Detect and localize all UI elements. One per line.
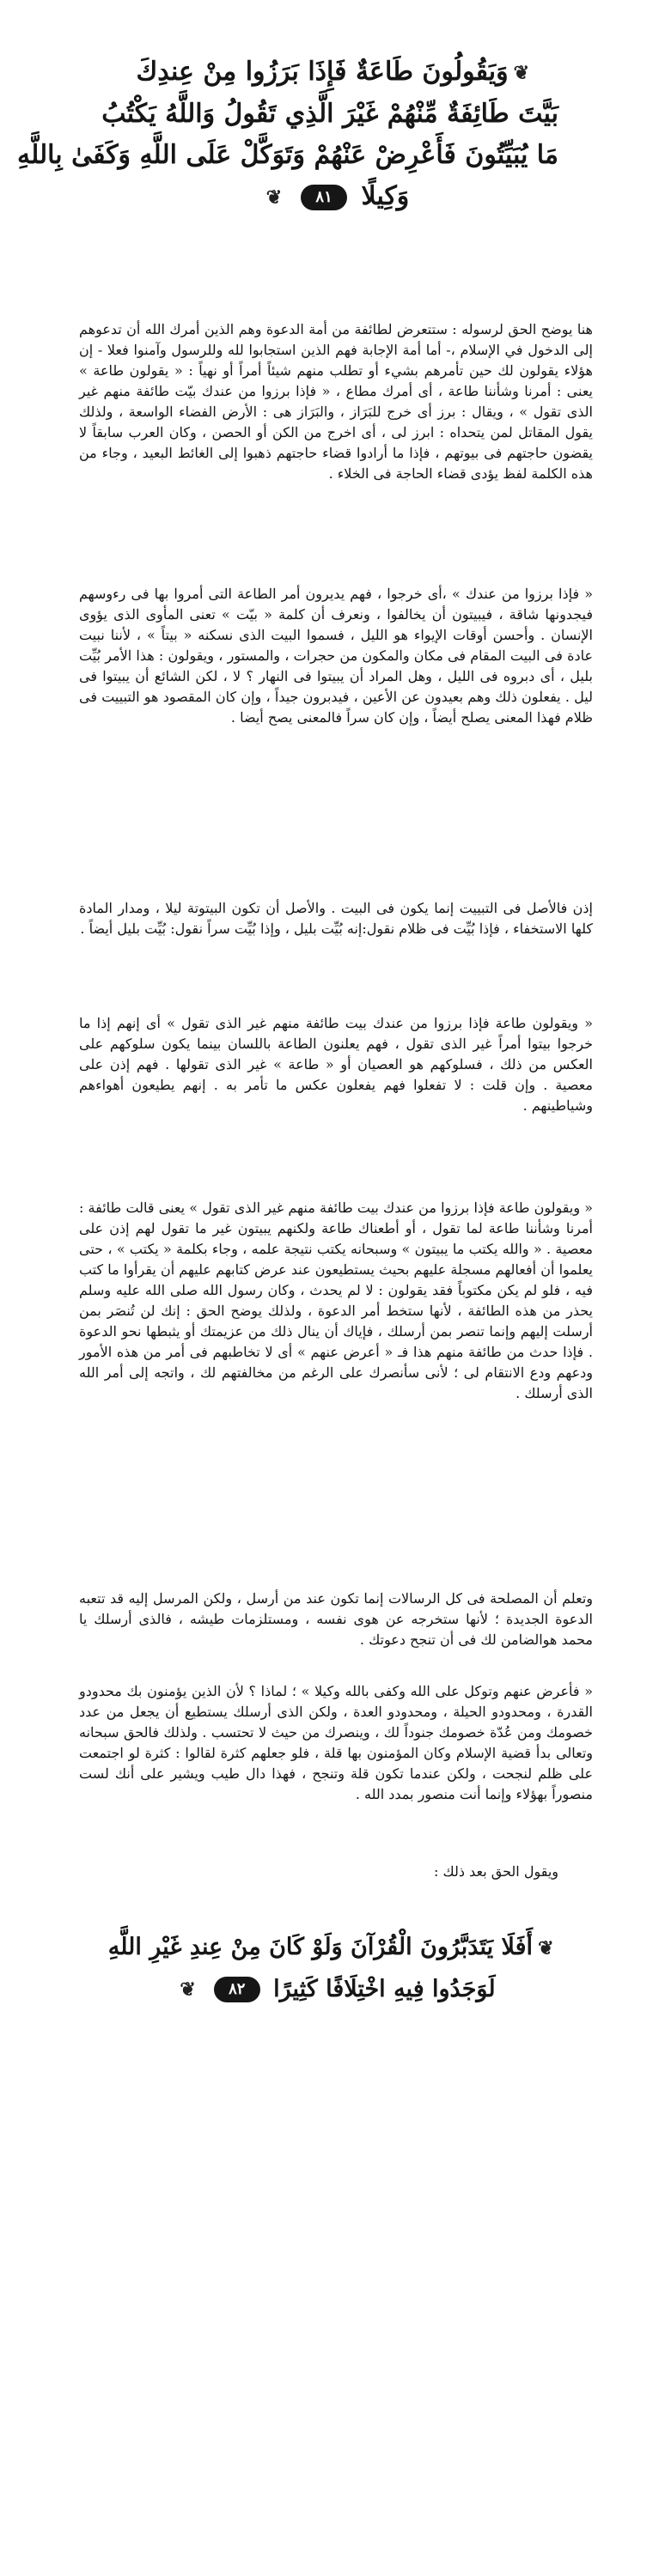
verse-line: لَوَجَدُوا فِيهِ اخْتِلَافًا كَثِيرًا ٨٢ ❦ [112, 1969, 558, 2011]
commentary-paragraph: هنا يوضح الحق لرسوله : ستتعرض لطائفة من أمة الدعوة وهم الذين أمرك الله أن تدعوهم إلى الدخول في الإسلام ،- أما أمة الإجابة فهم الذين استجابوا لله وللرسول وآمنوا فعلا - إن هؤلاء يقولون لك حين تأمرهم بشيء أو تطلب منهم شيئاً أمراً أو نهياً : « يقولون طاعة » يعنى : أمرنا وشأننا طاعة ، أى أمرك مطاع ، « فإذا برزوا من عندك بيّت طائفة منهم غير الذى تقول » ، ويقال : برز أى خرج للبَرَاز ، والبَرَاز هى : الأرض الفضاء الواسعة ، ولذلك يقول المقاتل لمن يتحداه : ابرز لى ، أى اخرج من الكن أو الحصن ، وكان العرب سابقاً لا يقضون حاجتهم فى بيوتهم ، فإذا ما أرادوا قضاء حاجتهم ذهبوا إلى الغائط البعيد ، وجاء من هذه الكلمة لفظ يؤدى قضاء الحاجة فى الخلاء . [79, 321, 593, 482]
ornament-icon: ❦ [513, 62, 529, 84]
verse-line: ❦أَفَلَا يَتَدَبَّرُونَ الْقُرْآنَ وَلَوْ كَانَ مِنْ عِندِ غَيْرِ اللَّهِ [112, 1927, 558, 1969]
commentary-paragraph: « فإذا برزوا من عندك » ،أى خرجوا ، فهم يديرون أمر الطاعة التى أمروا بها فى رءوسهم فيجدونها شاقة ، فيبيتون أن يخالفوا ، ونعرف أن كلمة « بيّت » تعنى المأوى الذى يؤوى الإنسان . وأحسن أوقات الإيواء هو الليل ، فسموا البيت الذى نسكنه « بيتاً » ، لأننا نبيت عادة فى البيت المقام فى مكان والمكون من حجرات ، والمستور ، ويقولون : هذا الأمر بُيِّت بليل ، أى دبروه فى الليل ، وهل المراد أن يبيتوا فى النهار ؟ لا ، لكن الشائع أن يبيتوا فى ليل . يفعلون ذلك وهم بعيدون عن الأعين ، فيدبرون جيداً ، وإن كان المقصود هو التبييت فى ظلام فهذا المعنى يصلح أيضاً ، وإن كان سراً فالمعنى يصح أيضا . [79, 586, 593, 726]
ayah-number-badge: ٨٢ [214, 1977, 260, 2002]
verse-line: مَا يُبَيِّتُونَ فَأَعْرِضْ عَنْهُمْ وَتَوَكَّلْ عَلَى اللَّهِ وَكَفَىٰ بِاللَّهِ [16, 140, 558, 170]
quran-verse-81 [16, 52, 558, 218]
commentary-paragraph: « ويقولون طاعة فإذا برزوا من عندك بيت طائفة منهم غير الذى تقول » أى إنهم إذا ما خرجوا بيتوا أمراً غير الذى تقول ، فهم يعلنون الطاعة باللسان بينما يكون سلوكهم على العكس من ذلك ، فسلوكهم هو العصيان أو « طاعة » غير الذى تقولها . فهم إذن على معصية . وإن قلت : لا تفعلوا فهم يفعلون عكس ما تأمر به . إنهم يطيعون أهواءهم وشياطينهم . [79, 1015, 593, 1114]
transition-line: ويقول الحق بعد ذلك : [434, 1863, 558, 1880]
quran-verse-82 [107, 1927, 558, 2010]
commentary-paragraph: وتعلم أن المصلحة فى كل الرسالات إنما تكون عند من أرسل ، ولكن المرسل إليه قد تتعبه الدعوة الجديدة ؛ لأنها ستخرجه عن هوى نفسه ، ومستلزمات طيشه ، فالذى أرسلك يا محمد هوالضامن لك فى أن تنجح دعوتك . [79, 1590, 593, 1648]
ornament-icon: ❦ [265, 186, 282, 209]
verse-line: ❦وَيَقُولُونَ طَاعَةٌ فَإِذَا بَرَزُوا مِنْ عِندِكَ [112, 52, 558, 94]
commentary-paragraph: « ويقولون طاعة فإذا برزوا من عندك بيت طائفة منهم غير الذى تقول » يعنى قالت طائفة : أمرنا وشأننا طاعة لما تقول ، أو أطعناك طاعة ولكنهم يبيتون غير ما تقول لهم إذن على معصية . « والله يكتب ما يبيتون » وسبحانه يكتب نتيجة علمه ، وجاء بكلمة « يكتب » ، حتى يعلموا أن أفعالهم مسجلة عليهم بحيث يستطيعون عند عرض كتابهم عليهم أن يقرأوا ما كتب فيه ، فلو لم يكن مكتوباً فقد يقولون : لا لم يحدث ، وكان رسول الله صلى الله عليه وسلم يحذر من هذه الطائفة ، لأنها ستخط أمر الدعوة ، ولذلك يوضح الحق : إنك لن تُنصَر بمن أرسلت إليهم وإنما تنصر بمن أرسلك ، فإياك أن ينال ذلك من عزيمتك أو يثبطها نحو الدعوة . فإذا حدث من طائفة منهم هذا فـ « أعرض عنهم » أى لا تخاطبهم فى أمر من هذه الأمور ودعهم ودع الانتقام لى ؛ لأنى سأنصرك على الرغم من مخالفتهم لك ، واتجه إلى أمر الله الذى أرسلك . [79, 1200, 594, 1401]
ornament-icon: ❦ [538, 1936, 553, 1959]
verse-line: بَيَّتَ طَائِفَةٌ مِّنْهُمْ غَيْرَ الَّذِي تَقُولُ وَاللَّهُ يَكْتُبُ [101, 99, 558, 129]
ayah-number-badge: ٨١ [301, 185, 347, 210]
ornament-icon: ❦ [180, 1978, 196, 2001]
commentary-paragraph: « فأعرض عنهم وتوكل على الله وكفى بالله وكيلا » ؛ لماذا ؟ لأن الذين يؤمنون بك محدودو القدرة ، ومحدودو الحيلة ، ومحدودو العدة ، ولكن الذى أرسلك يستطيع أن يجعل من عدد خصومك ومن عُدّة خصومك جنوداً لك ، وينصرك من حيث لا تحتسب . ولذلك فالحق سبحانه وتعالى بدأ قضية الإسلام وكان المؤمنون بها قلة ، فلو جعلهم كثرة لقالوا : كثرة لو اجتمعت على ظلم لنجحت ، ولكن عندما تكون قلة وتنجح ، فهذا دال طيب ويشير على أنك لست منصوراً بهؤلاء وإنما أنت منصور بمدد الله . [79, 1683, 593, 1802]
verse-line: وَكِيلًا ٨١ ❦ [112, 176, 558, 218]
commentary-paragraph: إذن فالأصل فى التبييت إنما يكون فى البيت . والأصل أن تكون البيتوتة ليلا ، ومدار المادة كلها الاستخفاء ، فإذا بُيِّت فى ظلام نقول:إنه بُيِّت بليل ، وإذا بُيِّت سراً نقول: بُيِّت بليل أيضاً . [79, 900, 593, 937]
